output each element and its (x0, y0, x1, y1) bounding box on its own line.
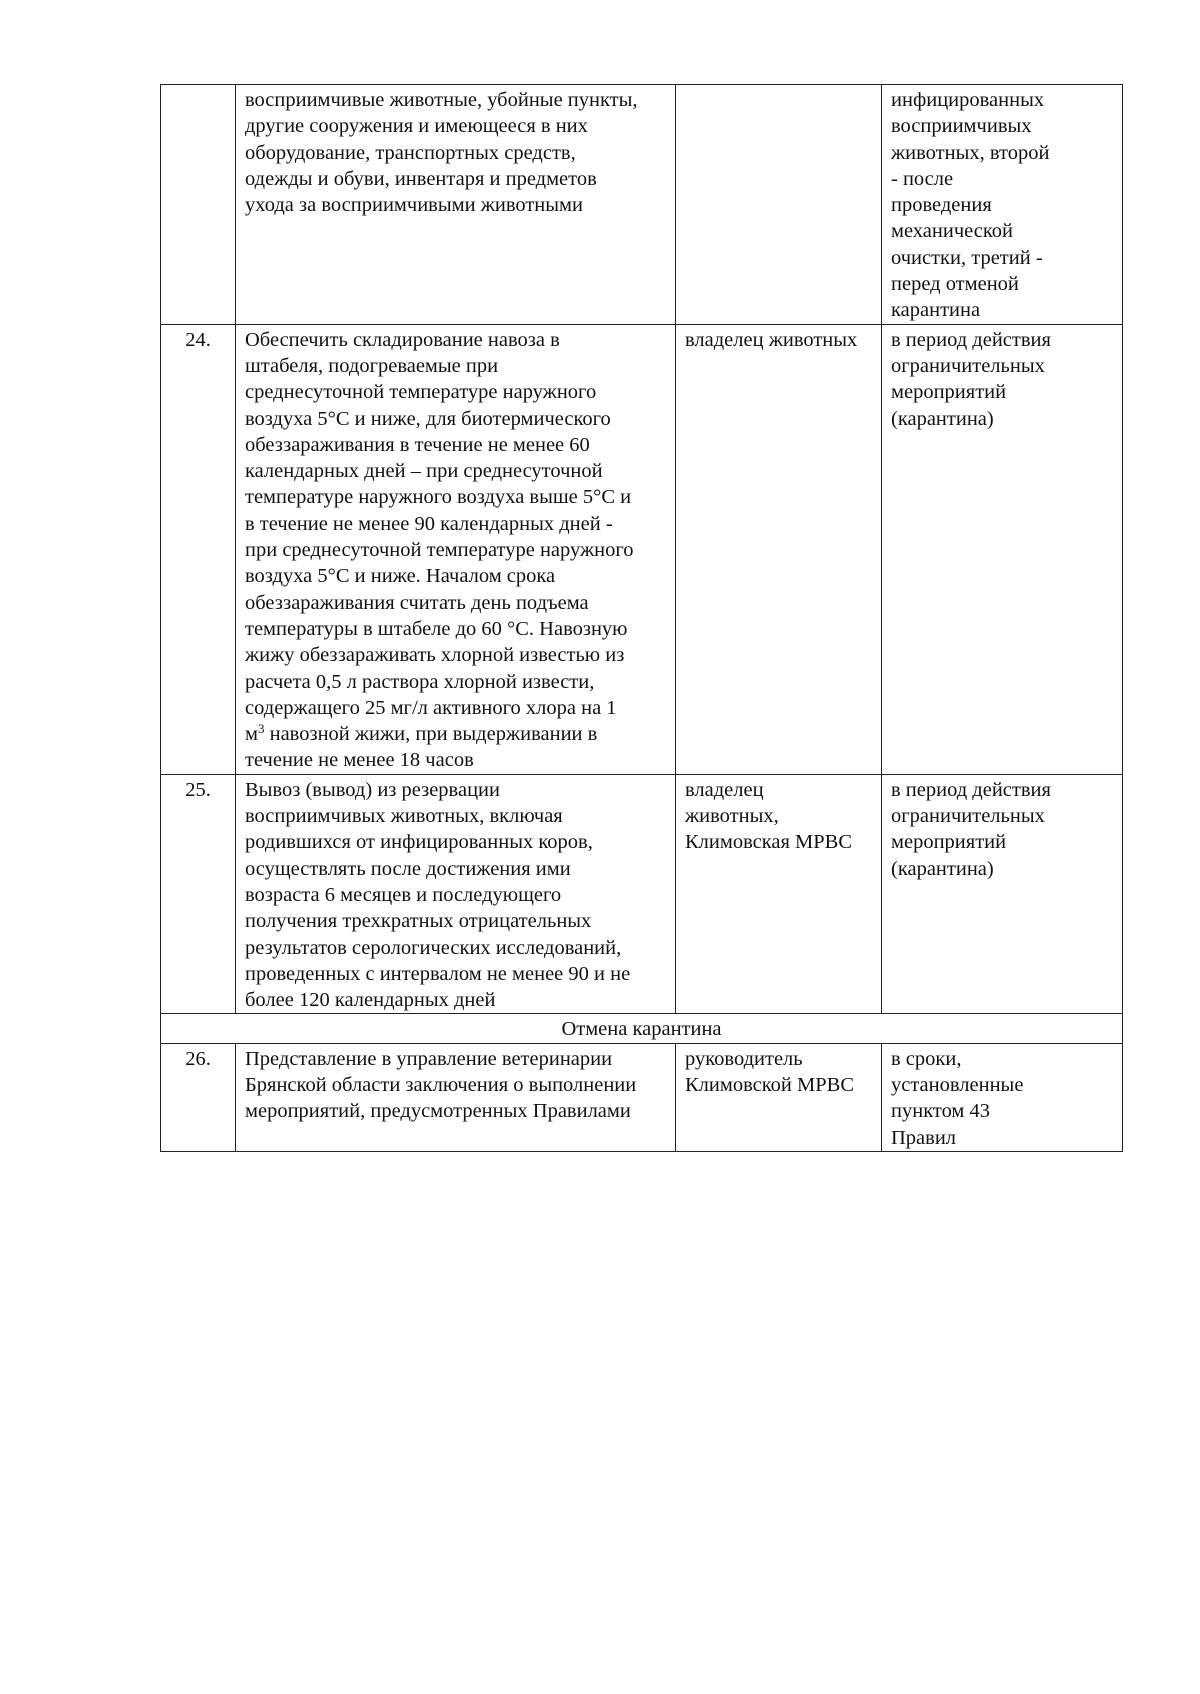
unit-m-tail: навозной жижи, при выдерживании в (264, 723, 598, 746)
responsible-text-line: Климовская МРВС (685, 831, 853, 854)
action-text-line: ухода за восприимчивыми животными (245, 194, 583, 217)
term-text-line: в период действия (891, 328, 1051, 351)
term-text-line: ограничительных (891, 805, 1045, 828)
row-number-cell: 25. (161, 774, 236, 1014)
term-text-line: в период действия (891, 778, 1051, 801)
action-text-line: температуре наружного воздуха выше 5°С и (245, 486, 632, 509)
term-cell (882, 324, 1123, 774)
term-cell (882, 1043, 1123, 1151)
action-text-line: при среднесуточной температуре наружного (245, 539, 634, 562)
action-text-line: жижу обеззараживать хлорной известью из (245, 644, 625, 667)
action-text-line: одежды и обуви, инвентаря и предметов (245, 167, 597, 190)
table-section-row (161, 1014, 1123, 1043)
action-text-line: температуры в штабеле до 60 °С. Навозную (245, 617, 628, 640)
action-text-line: обеззараживания в течение не менее 60 (245, 433, 590, 456)
action-text-line: в течение не менее 90 календарных дней - (245, 512, 613, 535)
action-text-line: среднесуточной температуре наружного (245, 381, 597, 404)
action-text-line-cubic (245, 721, 666, 747)
action-text-line: осуществлять после достижения ими (245, 857, 571, 880)
term-text-line: (карантина) (891, 857, 994, 880)
term-text-line: механической (891, 220, 1013, 243)
action-text-line: содержащего 25 мг/л активного хлора на 1 (245, 696, 617, 719)
term-text-line: - после (891, 167, 954, 190)
action-text-line: Обеспечить складирование навоза в (245, 328, 560, 351)
term-text-line: в сроки, (891, 1047, 962, 1070)
term-text-line: мероприятий (891, 831, 1007, 854)
unit-m: м (245, 723, 258, 746)
term-text-line: животных, второй (891, 141, 1050, 164)
action-text-line: мероприятий, предусмотренных Правилами (245, 1100, 631, 1123)
action-text-line: возраста 6 месяцев и последующего (245, 883, 562, 906)
term-text-line: (карантина) (891, 407, 994, 430)
action-text-line: календарных дней – при среднесуточной (245, 460, 603, 483)
term-text-line: мероприятий (891, 381, 1007, 404)
action-text-line: оборудование, транспортных средств, (245, 141, 576, 164)
action-text-line: другие сооружения и имеющееся в них (245, 115, 588, 138)
row-number-cell (161, 85, 236, 325)
action-text-line: получения трехкратных отрицательных (245, 910, 592, 933)
section-title: Отмена карантина (161, 1014, 1123, 1043)
action-text-line: течение не менее 18 часов (245, 749, 474, 772)
responsible-cell (676, 85, 882, 325)
superscript-3: 3 (257, 721, 265, 737)
action-text-line: обеззараживания считать день подъема (245, 591, 589, 614)
table-row-24 (161, 324, 1123, 774)
action-text-line: расчета 0,5 л раствора хлорной извести, (245, 670, 595, 693)
responsible-text-line: животных, (685, 805, 779, 828)
action-text-line: восприимчивых животных, включая (245, 805, 563, 828)
table-row-25 (161, 774, 1123, 1014)
term-text-line: восприимчивых (891, 115, 1032, 138)
action-text-line: Вывоз (вывод) из резервации (245, 778, 500, 801)
action-cell (236, 1043, 676, 1151)
measures-table (160, 84, 1123, 1152)
action-text-line: более 120 календарных дней (245, 989, 496, 1012)
responsible-text-line: владелец (685, 778, 764, 801)
responsible-text-line: руководитель (685, 1047, 803, 1070)
term-text-line: пунктом 43 (891, 1100, 991, 1123)
action-text-line: воздуха 5°С и ниже, для биотермического (245, 407, 611, 430)
action-text-line: проведенных с интервалом не менее 90 и не (245, 962, 631, 985)
row-number-cell: 26. (161, 1043, 236, 1151)
term-text-line: ограничительных (891, 354, 1045, 377)
action-cell (236, 774, 676, 1014)
row-number-cell: 24. (161, 324, 236, 774)
responsible-cell (676, 774, 882, 1014)
action-text-line: штабеля, подогреваемые при (245, 354, 499, 377)
term-text-line: проведения (891, 194, 992, 217)
responsible-text-line: Климовской МРВС (685, 1073, 854, 1096)
action-text-line: Брянской области заключения о выполнении (245, 1073, 637, 1096)
responsible-cell (676, 1043, 882, 1151)
term-text-line: инфицированных (891, 89, 1045, 111)
responsible-cell: владелец животных (676, 324, 882, 774)
term-text-line: очистки, третий - (891, 246, 1043, 269)
term-text-line: перед отменой (891, 273, 1019, 296)
action-cell (236, 324, 676, 774)
action-text-line: Представление в управление ветеринарии (245, 1047, 613, 1070)
action-cell (236, 85, 676, 325)
term-cell (882, 85, 1123, 325)
table-row-26 (161, 1043, 1123, 1151)
term-text-line: карантина (891, 299, 981, 322)
action-text-line: восприимчивые животные, убойные пункты, (245, 89, 638, 111)
term-text-line: Правил (891, 1126, 957, 1149)
action-text-line: родившихся от инфицированных коров, (245, 831, 593, 854)
table-row-continuation (161, 85, 1123, 325)
term-text-line: установленные (891, 1073, 1024, 1096)
action-text-line: воздуха 5°С и ниже. Началом срока (245, 565, 556, 588)
term-cell (882, 774, 1123, 1014)
action-text-line: результатов серологических исследований, (245, 936, 622, 959)
